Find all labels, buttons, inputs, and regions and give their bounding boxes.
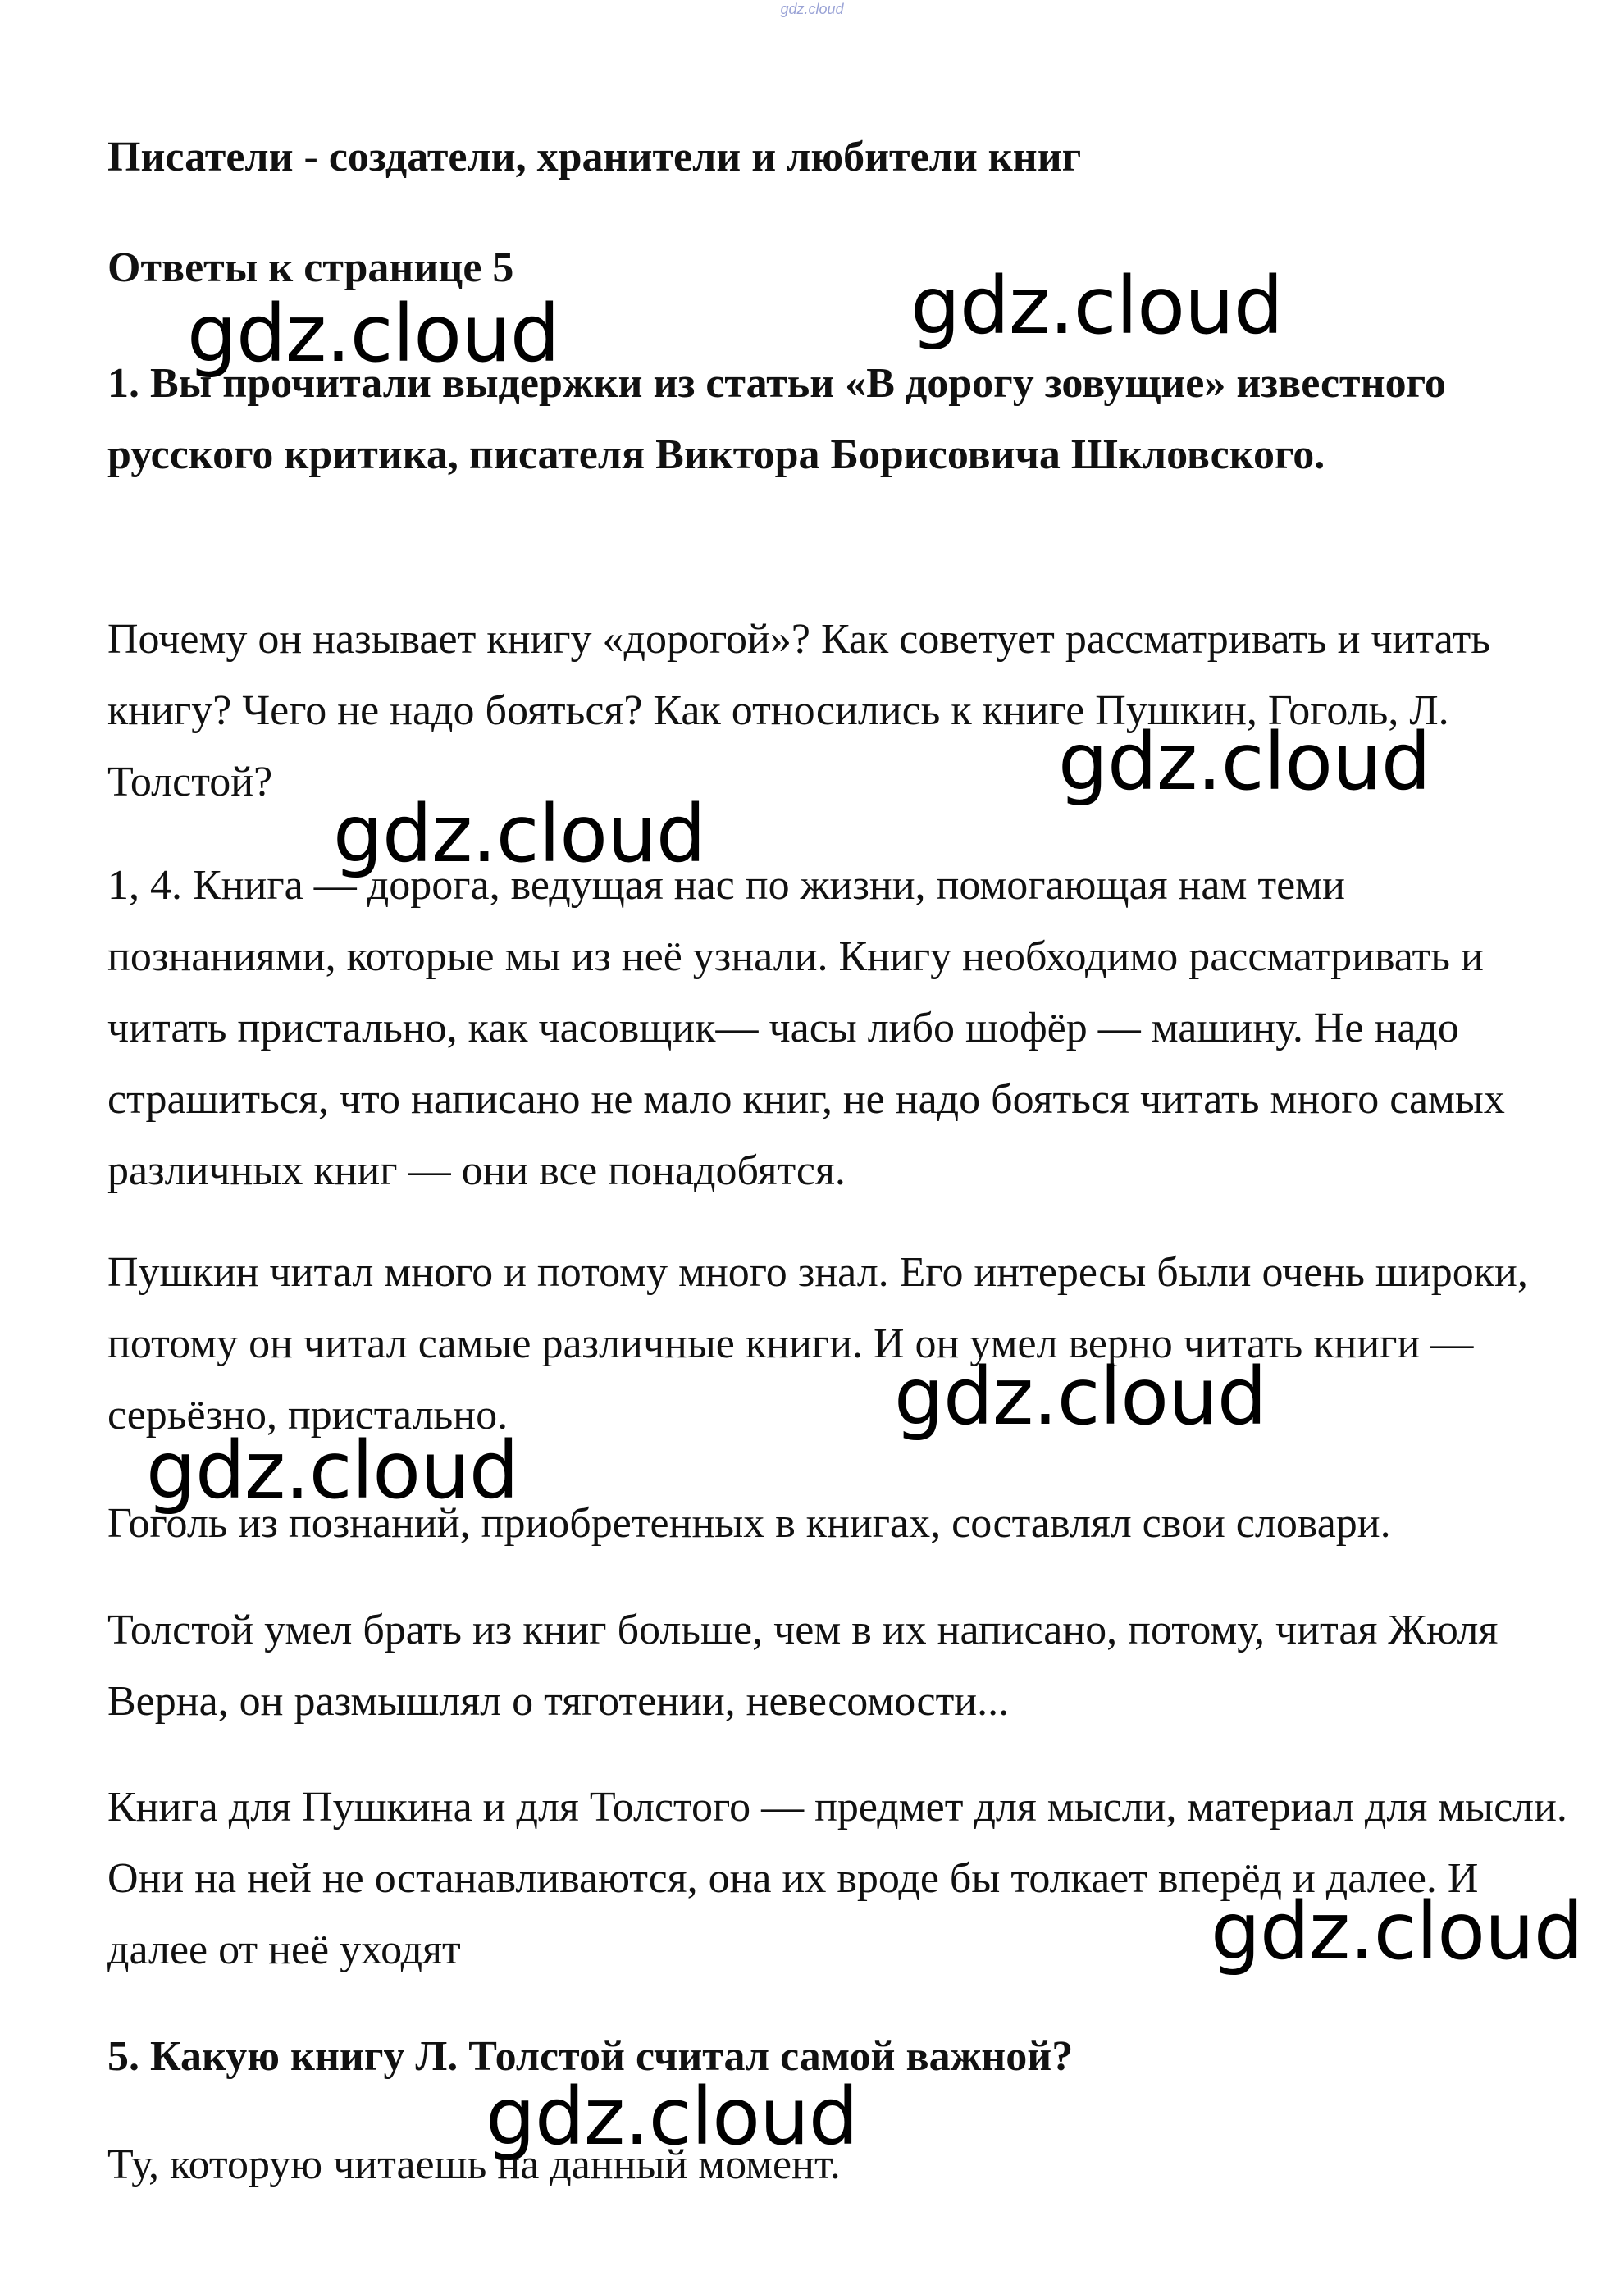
watermark: gdz.cloud xyxy=(894,1351,1266,1443)
answers-heading: Ответы к странице 5 xyxy=(107,244,514,291)
watermark: gdz.cloud xyxy=(333,788,705,880)
answer-pushkin: Пушкин читал много и потому много знал. Его интересы были очень широки, потому он читал самые различные книги. И он умел верно читать книги — серьёзно, пристально. xyxy=(107,1249,1528,1439)
watermark: gdz.cloud xyxy=(1058,716,1430,808)
answer-tolstoy: Толстой умел брать из книг больше, чем в их написано, потому, читая Жюля Верна, он размышлял о тяготении, невесомости... xyxy=(107,1607,1499,1725)
watermark: gdz.cloud xyxy=(910,260,1283,352)
question-5: 5. Какую книгу Л. Толстой считал самой важной? xyxy=(107,2033,1074,2080)
question-1-subquestions: Почему он называет книгу «дорогой»? Как советует рассматривать и читать книгу? Чего не надо бояться? Как относились к книге Пушкин, Гоголь, Л. Толстой? xyxy=(107,616,1490,805)
document-title: Писатели - создатели, хранители и любители книг xyxy=(107,134,1082,180)
answer-5: Ту, которую читаешь на данный момент. xyxy=(107,2141,841,2188)
watermark: gdz.cloud xyxy=(146,1425,518,1516)
watermark: gdz.cloud xyxy=(486,2071,858,2163)
answer-gogol: Гоголь из познаний, приобретенных в книгах, составлял свои словари. xyxy=(107,1500,1391,1547)
watermark: gdz.cloud xyxy=(1211,1885,1583,1977)
top-watermark: gdz.cloud xyxy=(780,1,844,17)
answer-1: 1, 4. Книга — дорога, ведущая нас по жизни, помогающая нам теми познаниями, которые мы из неё узнали. Книгу необходимо рассматривать и читать пристально, как часовщик— часы либо шофёр — машину. Не надо страшиться, что написано не мало книг, не надо бояться читать много самых различных книг — они все понадобятся. xyxy=(107,862,1505,1194)
answer-book-for-thought: Книга для Пушкина и для Толстого — предмет для мысли, материал для мысли. Они на ней не останавливаются, она их вроде бы толкает вперёд и далее. И далее от неё уходят xyxy=(107,1784,1567,1973)
watermark: gdz.cloud xyxy=(187,288,559,380)
question-1: 1. Вы прочитали выдержки из статьи «В дорогу зовущие» известного русского критика, писателя Виктора Борисовича Шкловского. xyxy=(107,360,1446,478)
